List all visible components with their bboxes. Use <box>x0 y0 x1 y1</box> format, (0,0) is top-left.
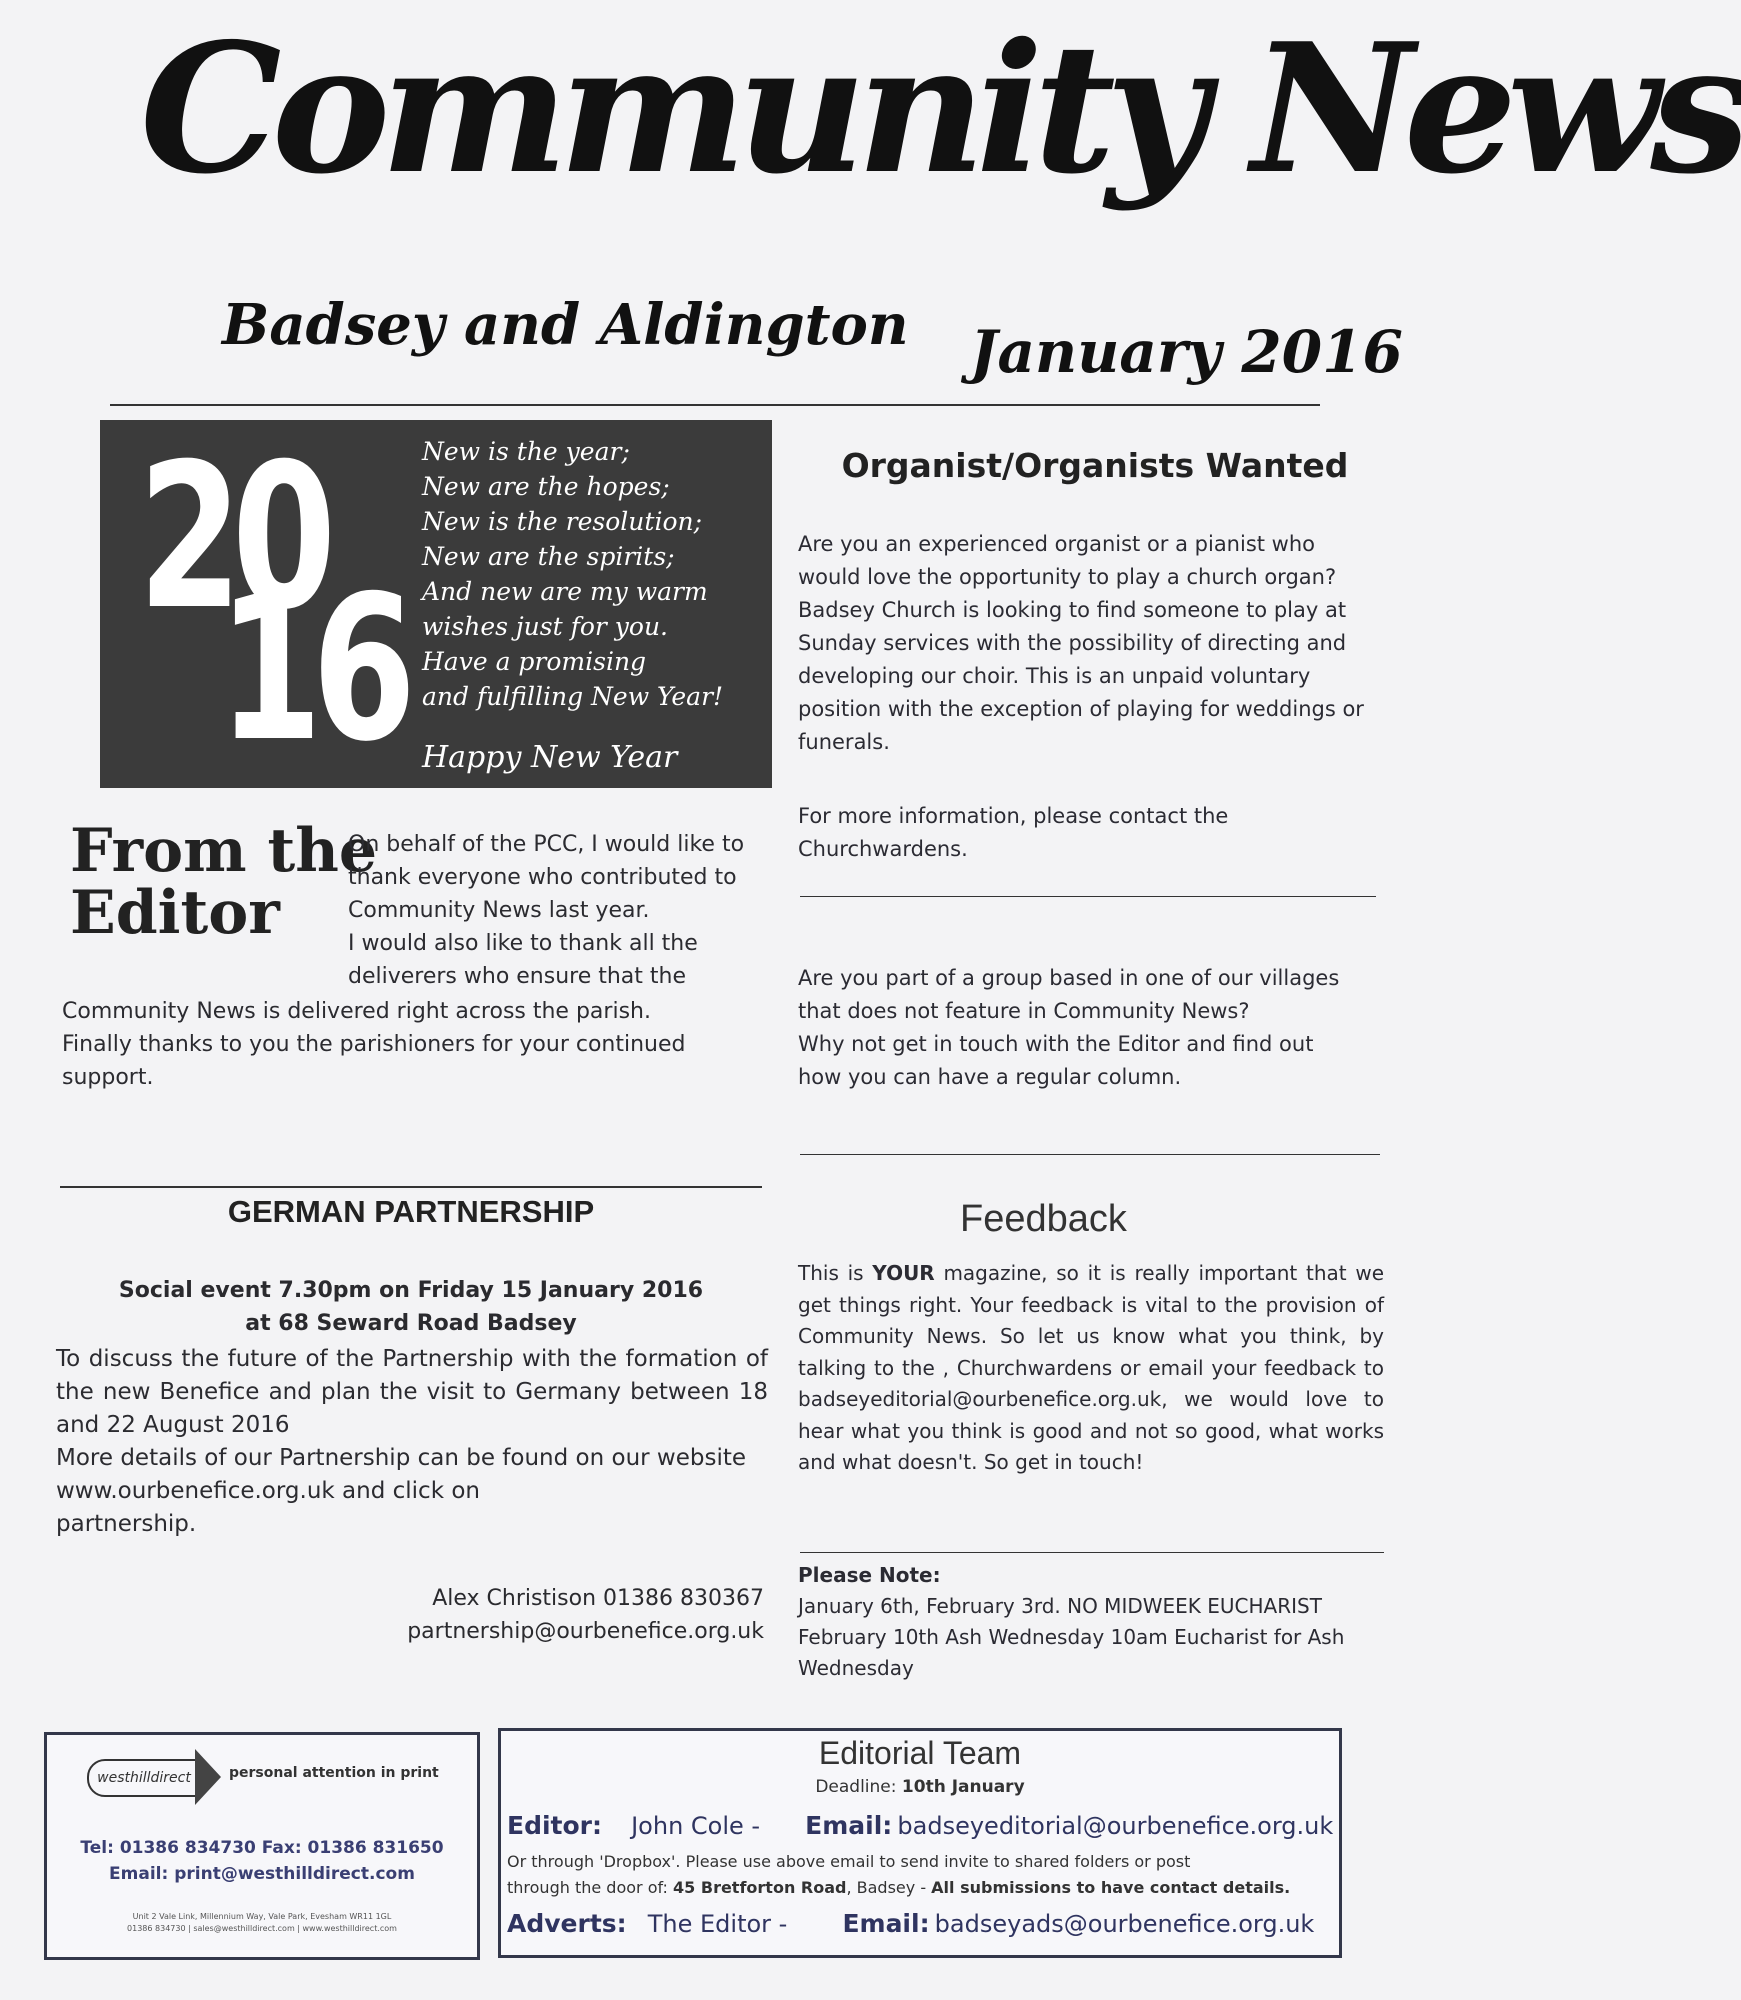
westhill-logo: westhilldirect <box>87 1759 201 1797</box>
feedback-body <box>798 1258 1384 1479</box>
german-event <box>60 1274 762 1340</box>
german-more-line: partnership. <box>56 1511 197 1537</box>
editor-line: Community News is delivered right across the parish. <box>62 999 651 1024</box>
poem-line: And new are my warm <box>422 577 708 606</box>
deadline-value: 10th January <box>901 1777 1025 1797</box>
groups-line: how you can have a regular column. <box>798 1065 1182 1089</box>
adverts-row <box>507 1909 1314 1938</box>
editor-heading-line: From the <box>70 816 378 886</box>
westhill-address-line: Unit 2 Vale Link, Millennium Way, Vale Park, Evesham WR11 1GL <box>132 1912 392 1921</box>
german-partnership-title: GERMAN PARTNERSHIP <box>227 1194 595 1229</box>
new-year-poem <box>422 434 762 714</box>
german-more-line: www.ourbenefice.org.uk and click on <box>56 1478 480 1504</box>
please-note-line: Wednesday <box>798 1656 914 1680</box>
german-contact <box>300 1582 764 1648</box>
feedback-title: Feedback <box>960 1198 1127 1240</box>
editor-email-label: Email: <box>805 1811 893 1840</box>
deadline-label: Deadline: <box>815 1777 902 1797</box>
adverts-name: The Editor - <box>647 1910 788 1938</box>
german-more-line: More details of our Partnership can be found on our website <box>56 1445 747 1471</box>
editor-text-below <box>62 995 782 1094</box>
poem-line: New are the hopes; <box>422 472 670 501</box>
adverts-email-label: Email: <box>842 1909 930 1938</box>
westhill-advert <box>44 1732 480 1960</box>
poem-line: New are the spirits; <box>422 542 675 571</box>
feedback-text: magazine, so it is really important that we get things right. Your feedback is vital to the provision of Community News. So let us know what you think, by talking to the , Churchwardens or email your feedback to badseyeditorial@ourbenefice.org.uk, we would love to hear what you think is good and not so good, what works and what doesn't. So get in touch! <box>798 1261 1384 1474</box>
editor-line: I would also like to thank all the <box>348 931 698 956</box>
groups-divider <box>800 1154 1380 1155</box>
westhill-phone: Tel: 01386 834730 Fax: 01386 831650 <box>80 1838 444 1858</box>
editorial-deadline <box>501 1777 1339 1797</box>
poem-line: and fulfilling New Year! <box>422 682 724 711</box>
issue-date: January 2016 <box>970 318 1403 386</box>
westhill-contact <box>77 1835 447 1887</box>
dropbox-address: 45 Bretforton Road <box>673 1878 847 1897</box>
banner-year-top: 20 <box>138 421 326 654</box>
adverts-email[interactable]: badseyads@ourbenefice.org.uk <box>934 1910 1315 1938</box>
westhill-address-line: 01386 834730 | sales@westhilldirect.com | www.westhilldirect.com <box>127 1924 397 1933</box>
groups-text <box>798 962 1378 1094</box>
editor-heading <box>70 816 378 948</box>
german-event-line: at 68 Seward Road Badsey <box>245 1311 577 1336</box>
editor-text-beside <box>348 828 768 993</box>
westhill-email[interactable]: Email: print@westhilldirect.com <box>109 1864 415 1884</box>
new-year-banner <box>100 420 772 788</box>
dropbox-mid: , Badsey - <box>846 1878 932 1897</box>
organist-contact: For more information, please contact the Churchwardens. <box>798 804 1229 861</box>
editor-line: Community News last year. <box>348 898 650 923</box>
editor-line: support. <box>62 1065 154 1090</box>
feedback-emphasis: YOUR <box>872 1261 935 1285</box>
german-body: To discuss the future of the Partnership with the formation of the new Benefice and plan the visit to Germany between 18 and 22 August 2016 <box>56 1346 768 1438</box>
german-event-line: Social event 7.30pm on Friday 15 January 2016 <box>118 1278 704 1303</box>
please-note-label: Please Note: <box>798 1563 941 1587</box>
editor-line: thank everyone who contributed to <box>348 865 737 890</box>
poem-line: New is the resolution; <box>422 507 703 536</box>
poem-line: wishes just for you. <box>422 612 668 641</box>
editor-label: Editor: <box>507 1811 602 1840</box>
editorial-team-box <box>498 1728 1342 1958</box>
masthead-divider <box>110 404 1320 406</box>
arrow-icon <box>195 1749 221 1805</box>
groups-line: that does not feature in Community News? <box>798 999 1250 1023</box>
feedback-intro: This is <box>798 1261 873 1285</box>
german-contact-email[interactable]: partnership@ourbenefice.org.uk <box>407 1619 764 1644</box>
groups-line: Why not get in touch with the Editor and find out <box>798 1032 1314 1056</box>
adverts-label: Adverts: <box>507 1909 627 1938</box>
dropbox-info <box>507 1849 1290 1901</box>
masthead-title: Community News <box>140 4 1741 213</box>
editor-email[interactable]: badseyeditorial@ourbenefice.org.uk <box>897 1812 1334 1840</box>
german-more-details <box>56 1442 776 1541</box>
please-note-line: February 10th Ash Wednesday 10am Eucharist for Ash <box>798 1625 1345 1649</box>
organist-divider <box>800 896 1376 897</box>
westhill-tagline: personal attention in print <box>229 1765 439 1781</box>
please-note-line: January 6th, February 3rd. NO MIDWEEK EUCHARIST <box>798 1594 1322 1618</box>
banner-year-bottom: 16 <box>218 553 406 786</box>
please-note <box>798 1560 1384 1684</box>
poem-line: Have a promising <box>422 647 647 676</box>
german-contact-name: Alex Christison 01386 830367 <box>432 1586 764 1611</box>
feedback-divider <box>800 1552 1384 1553</box>
dropbox-submissions-note: All submissions to have contact details. <box>931 1878 1291 1897</box>
poem-line: New is the year; <box>422 437 630 466</box>
german-section-divider <box>60 1186 762 1188</box>
westhill-address <box>67 1911 457 1935</box>
editorial-team-title: Editorial Team <box>818 1735 1022 1771</box>
organist-title: Organist/Organists Wanted <box>841 446 1349 485</box>
editor-line: deliverers who ensure that the <box>348 964 687 989</box>
editor-line: Finally thanks to you the parishioners for your continued <box>62 1032 686 1057</box>
editor-row <box>507 1811 1333 1840</box>
groups-line: Are you part of a group based in one of our villages <box>798 966 1340 990</box>
dropbox-pre: through the door of: <box>507 1878 674 1897</box>
editor-heading-line: Editor <box>70 878 280 948</box>
organist-body: Are you an experienced organist or a pianist who would love the opportunity to play a church organ? Badsey Church is looking to find someone to play at Sunday services with the possibility of directing and developing our choir. This is an unpaid voluntary position with the exception of playing for weddings or funerals. <box>798 532 1364 754</box>
editor-name: John Cole - <box>631 1812 761 1840</box>
dropbox-line-2 <box>507 1875 1290 1901</box>
editor-line: On behalf of the PCC, I would like to <box>348 832 745 857</box>
masthead-subtitle: Badsey and Aldington <box>222 292 909 358</box>
dropbox-line: Or through 'Dropbox'. Please use above email to send invite to shared folders or post <box>507 1852 1191 1871</box>
happy-new-year-greeting: Happy New Year <box>422 740 678 775</box>
